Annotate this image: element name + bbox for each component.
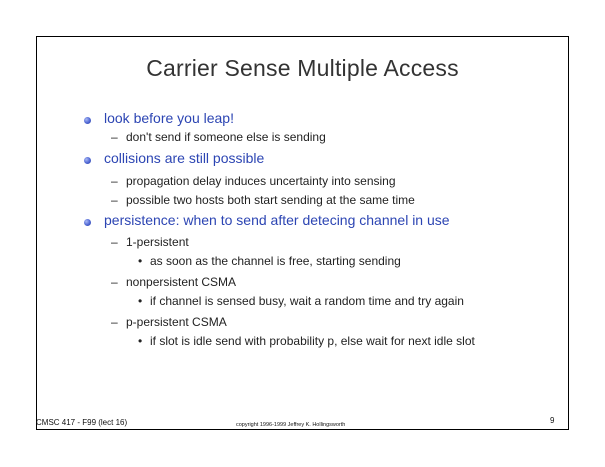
bullet-3-sub-1-detail: as soon as the channel is free, starting sending: [150, 254, 401, 268]
bullet-dot-icon: [84, 117, 91, 124]
bullet-2-text: collisions are still possible: [104, 150, 265, 166]
dash-icon: –: [111, 174, 118, 188]
bullet-2-sub-1: propagation delay induces uncertainty into sensing: [126, 174, 396, 188]
page-number: 9: [550, 416, 555, 425]
small-bullet-icon: •: [138, 334, 143, 348]
footer-copyright: copyright 1996-1999 Jeffrey K. Hollingsworth: [236, 422, 346, 428]
slide-title: Carrier Sense Multiple Access: [146, 55, 459, 81]
dash-icon: –: [111, 235, 118, 249]
small-bullet-icon: •: [138, 254, 143, 268]
bullet-dot-icon: [84, 157, 91, 164]
bullet-2-sub-2: possible two hosts both start sending at the same time: [126, 193, 415, 207]
dash-icon: –: [111, 193, 118, 207]
bullet-1-sub-1: don't send if someone else is sending: [126, 130, 326, 144]
bullet-1-text: look before you leap!: [104, 110, 234, 126]
dash-icon: –: [111, 315, 118, 329]
dash-icon: –: [111, 130, 118, 144]
dash-icon: –: [111, 275, 118, 289]
footer-course-label: CMSC 417 - F99 (lect 16): [36, 418, 128, 427]
bullet-3-sub-3-detail: if slot is idle send with probability p, else wait for next idle slot: [150, 334, 475, 348]
small-bullet-icon: •: [138, 294, 143, 308]
bullet-3-sub-3: p-persistent CSMA: [126, 315, 227, 329]
bullet-dot-icon: [84, 219, 91, 226]
bullet-3-sub-1: 1-persistent: [126, 235, 189, 249]
bullet-3-sub-2-detail: if channel is sensed busy, wait a random time and try again: [150, 294, 464, 308]
bullet-3-sub-2: nonpersistent CSMA: [126, 275, 237, 289]
slide-frame: [36, 36, 569, 430]
bullet-3-text: persistence: when to send after detecing channel in use: [104, 212, 450, 228]
